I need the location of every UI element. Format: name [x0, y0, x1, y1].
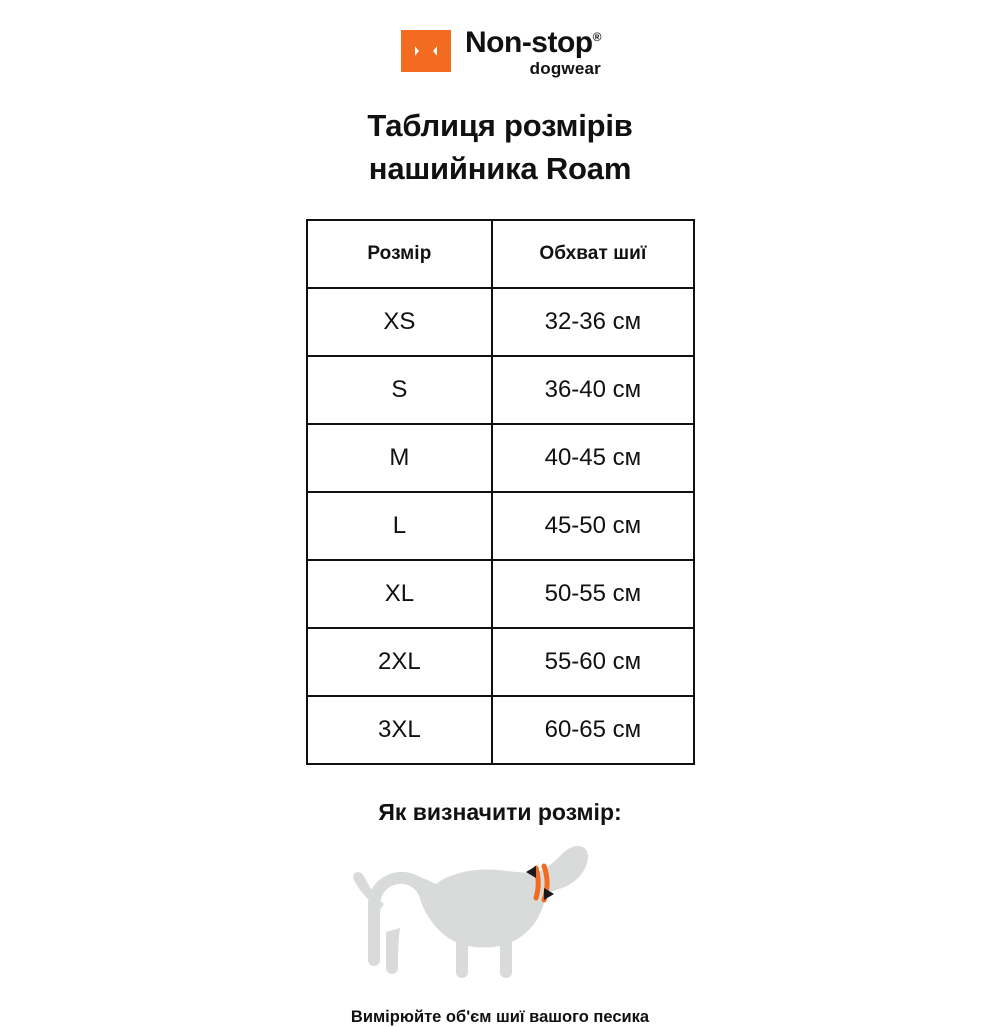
cell-neck: 60-65 см	[492, 696, 693, 764]
brand-logo	[399, 24, 601, 79]
howto-heading: Як визначити розмір:	[378, 798, 622, 825]
table-row	[307, 356, 694, 424]
page-title-line-2: нашийника Roam	[368, 151, 632, 187]
table-row	[307, 288, 694, 356]
cell-neck: 45-50 см	[492, 492, 693, 560]
table-header-size: Розмір	[307, 220, 493, 288]
cell-size: M	[307, 424, 493, 492]
non-stop-logo-icon	[399, 24, 453, 78]
dog-silhouette-icon	[340, 832, 660, 992]
table-header-row	[307, 220, 694, 288]
cell-size: S	[307, 356, 493, 424]
howto-caption: Вимірюйте об'єм шиї вашого песика	[350, 1007, 650, 1026]
table-row	[307, 628, 694, 696]
table-row	[307, 492, 694, 560]
table-row	[307, 696, 694, 764]
cell-size: XS	[307, 288, 493, 356]
cell-size: L	[307, 492, 493, 560]
cell-neck: 40-45 см	[492, 424, 693, 492]
cell-neck: 32-36 см	[492, 288, 693, 356]
registered-mark: ®	[592, 30, 601, 44]
dog-illustration	[340, 832, 660, 992]
brand-wordmark	[465, 24, 601, 79]
cell-size: 2XL	[307, 628, 493, 696]
size-table	[306, 219, 695, 765]
brand-subtitle: dogwear	[529, 59, 601, 78]
cell-neck: 55-60 см	[492, 628, 693, 696]
table-row	[307, 424, 694, 492]
brand-name: Non-stop®	[465, 26, 601, 59]
table-row	[307, 560, 694, 628]
cell-size: XL	[307, 560, 493, 628]
table-header-neck: Обхват шиї	[492, 220, 693, 288]
size-table-container	[306, 219, 695, 765]
page-title-line-1: Таблиця розмірів	[367, 108, 633, 144]
cell-neck: 50-55 см	[492, 560, 693, 628]
page-title	[367, 105, 632, 191]
cell-size: 3XL	[307, 696, 493, 764]
cell-neck: 36-40 см	[492, 356, 693, 424]
